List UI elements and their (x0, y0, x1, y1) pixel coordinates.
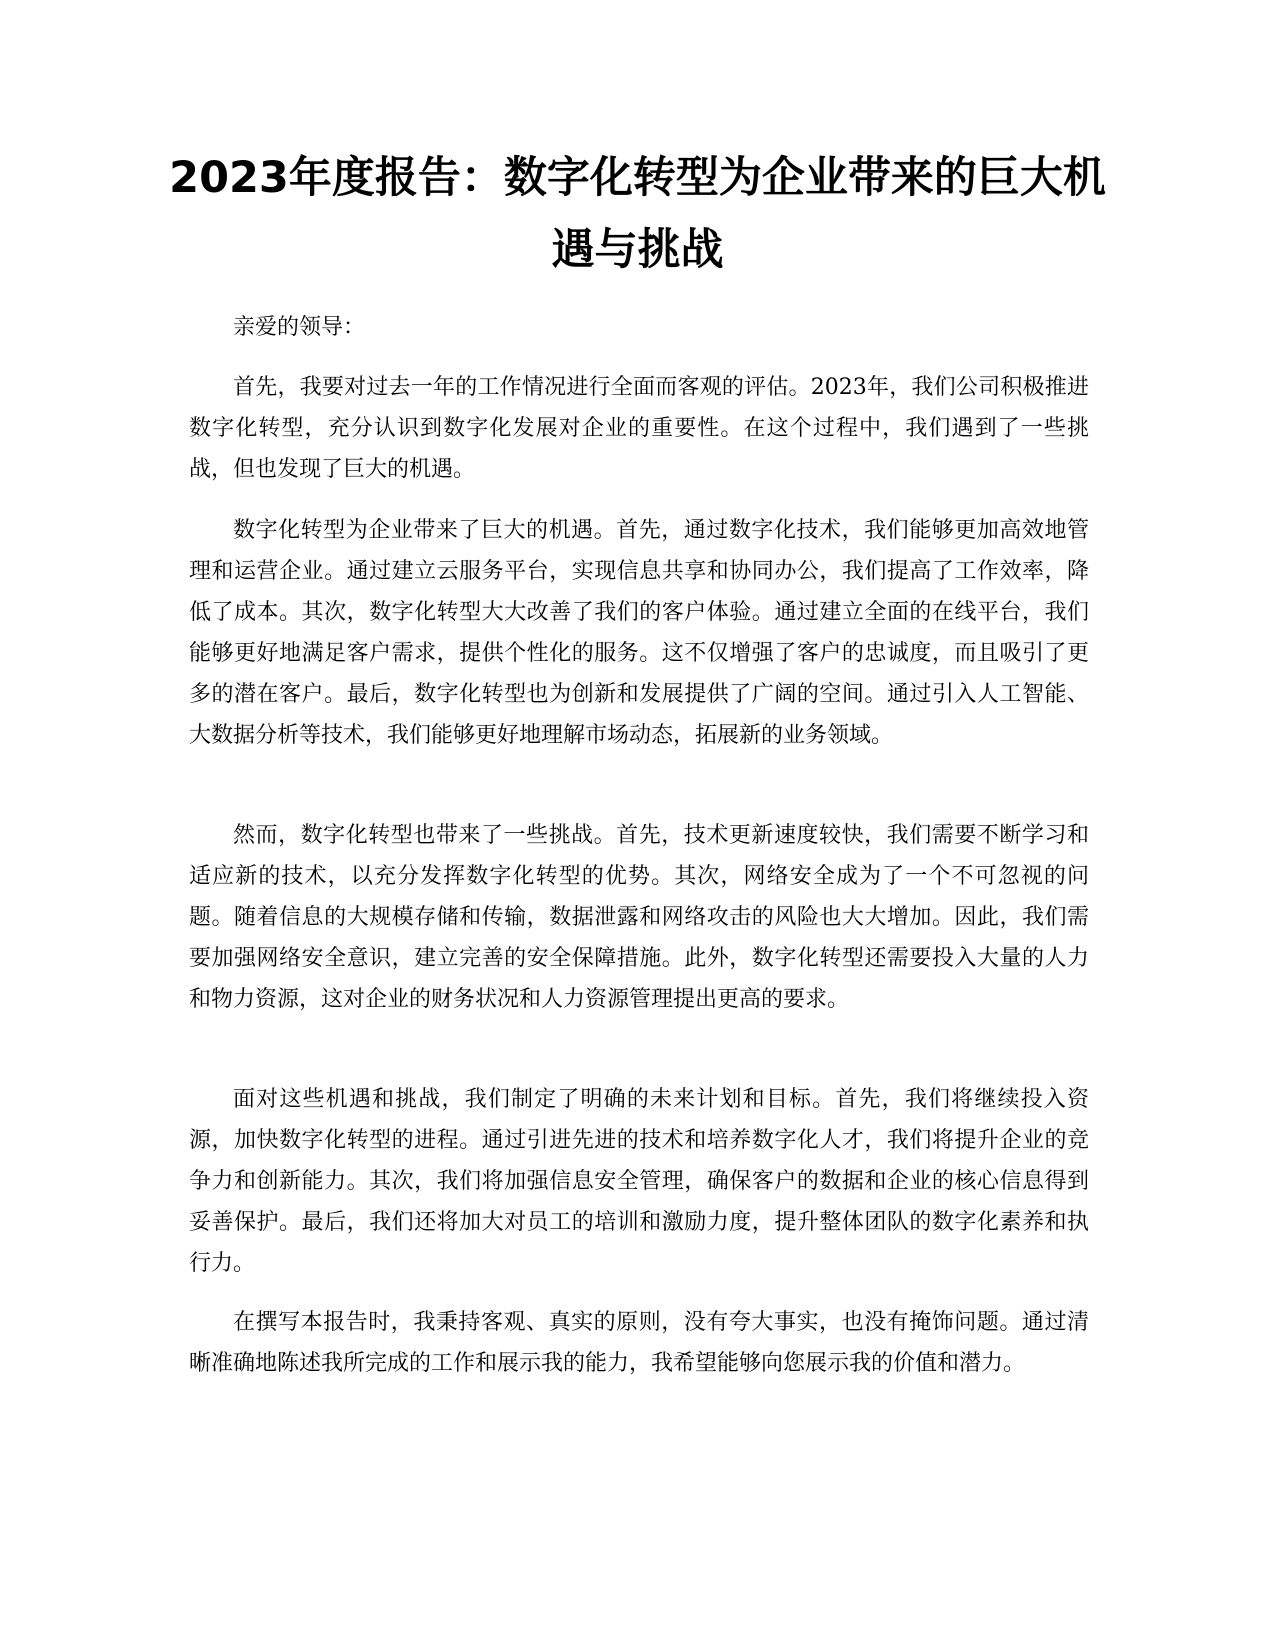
page-title: 2023年度报告：数字化转型为企业带来的巨大机遇与挑战 (169, 153, 1106, 275)
paragraph-opportunities: 数字化转型为企业带来了巨大的机遇。首先，通过数字化技术，我们能够更加高效地管理和运营企业。通过建立云服务平台，实现信息共享和协同办公，我们提高了工作效率，降低了成本。其次，数字化转型大大改善了我们的客户体验。通过建立全面的在线平台，我们能够更好地满足客户需求，提供个性化的服务。这不仅增强了客户的忠诚度，而且吸引了更多的潜在客户。最后，数字化转型也为创新和发展提供了广阔的空间。通过引入人工智能、大数据分析等技术，我们能够更好地理解市场动态，拓展新的业务领域。 (189, 518, 1089, 748)
paragraph-challenges: 然而，数字化转型也带来了一些挑战。首先，技术更新速度较快，我们需要不断学习和适应新的技术，以充分发挥数字化转型的优势。其次，网络安全成为了一个不可忽视的问题。随着信息的大规模存储和传输，数据泄露和网络攻击的风险也大大增加。因此，我们需要加强网络安全意识，建立完善的安全保障措施。此外，数字化转型还需要投入大量的人力和物力资源，这对企业的财务状况和人力资源管理提出更高的要求。 (189, 823, 1089, 1012)
paragraph-future-plans: 面对这些机遇和挑战，我们制定了明确的未来计划和目标。首先，我们将继续投入资源，加快数字化转型的进程。通过引进先进的技术和培养数字化人才，我们将提升企业的竞争力和创新能力。其次，我们将加强信息安全管理，确保客户的数据和企业的核心信息得到妥善保护。最后，我们还将加大对员工的培训和激励力度，提升整体团队的数字化素养和执行力。 (189, 1087, 1089, 1276)
paragraph-closing: 在撰写本报告时，我秉持客观、真实的原则，没有夸大事实，也没有掩饰问题。通过清晰准确地陈述我所完成的工作和展示我的能力，我希望能够向您展示我的价值和潜力。 (189, 1310, 1089, 1376)
paragraph-evaluation: 首先，我要对过去一年的工作情况进行全面而客观的评估。2023年，我们公司积极推进数字化转型，充分认识到数字化发展对企业的重要性。在这个过程中，我们遇到了一些挑战，但也发现了巨大的机遇。 (189, 375, 1089, 482)
salutation: 亲爱的领导： (233, 315, 366, 340)
